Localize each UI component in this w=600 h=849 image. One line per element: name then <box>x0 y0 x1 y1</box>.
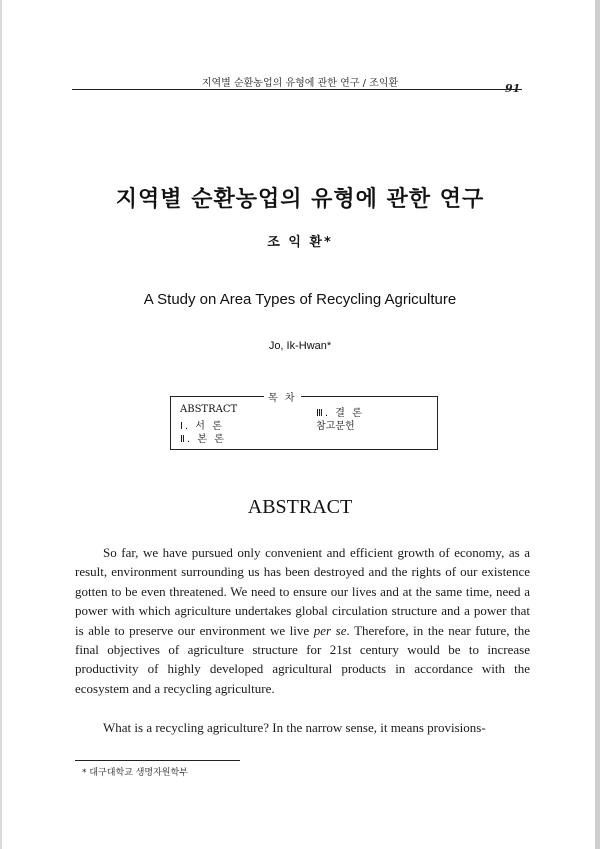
abstract-paragraph-2 <box>75 718 530 737</box>
paragraph-2-text: What is a recycling agriculture? In the narrow sense, it means provisions- <box>103 720 486 735</box>
author-korean: 조 익 환* <box>267 235 333 250</box>
author-english: Jo, Ik-Hwan* <box>268 340 332 352</box>
title-english: A Study on Area Types of Recycling Agriculture <box>143 291 457 308</box>
paragraph-1-text: So far, we have pursued only convenient and efficient growth of economy, as a result, environment surrounding us has been destroyed and the rights of our existence gotten to be even threatened. We need to ensure our lives and at the same time, need a power with which agriculture undertakes global circulation structure and a power that is able to preserve our environment we live <box>75 545 530 638</box>
toc-item-body: Ⅱ. 본 론 <box>180 434 226 445</box>
page-left-edge <box>0 0 2 849</box>
toc-item-conclusion: Ⅲ. 결 론 <box>316 408 364 419</box>
paragraph-1-tail: . Therefore, in the near future, the final objectives of agriculture structure for 21st century would be to increase productivity of highly developed agricultural products in accordance with the ecosystem and a recycling agriculture. <box>75 622 530 696</box>
page-number: 91 <box>505 82 521 95</box>
footnote-rule <box>75 760 240 761</box>
toc-title: 목 차 <box>264 389 301 404</box>
toc-item-abstract: ABSTRACT <box>180 404 238 415</box>
page-right-edge <box>595 0 600 849</box>
running-header: 지역별 순환농업의 유형에 관한 연구 / 조익환 <box>201 78 399 89</box>
toc-item-introduction: Ⅰ. 서 론 <box>180 421 224 432</box>
header-rule <box>72 89 522 90</box>
paragraph-1-italic: per se <box>313 622 347 638</box>
abstract-heading: ABSTRACT <box>247 496 353 518</box>
footnote-affiliation: * 대구대학교 생명자원학부 <box>82 768 188 778</box>
toc-item-references: 참고문헌 <box>316 421 355 432</box>
abstract-paragraph-1 <box>75 543 530 698</box>
title-korean: 지역별 순환농업의 유형에 관한 연구 <box>115 186 485 212</box>
